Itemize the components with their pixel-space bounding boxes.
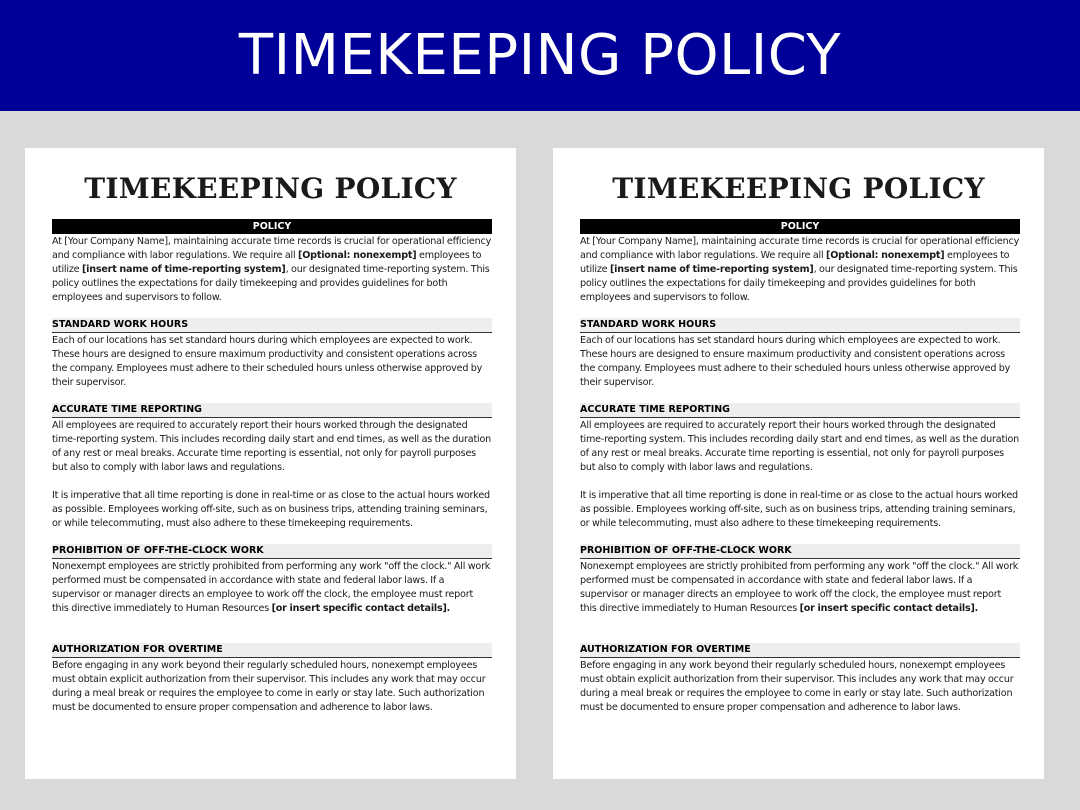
overtime-heading: AUTHORIZATION FOR OVERTIME	[580, 643, 1020, 658]
standard-work-hours-body: Each of our locations has set standard hours during which employees are expected to work. These hours are designed to ensure maximum productivity and consistent operations across the company. Employees must adhere to their scheduled hours unless otherwise approved by their supervisor.	[52, 335, 483, 388]
time-reporting-body-2: It is imperative that all time reporting is done in real-time or as close to the actual hours worked as possible. Employees working off-site, such as on business trips, attending training seminars, or while telecommuting, must also adhere to these timekeeping requirements.	[580, 490, 1018, 529]
off-the-clock-body: Nonexempt employees are strictly prohibited from performing any work "off the clock." All work performed must be compensated in accordance with state and federal labor laws. If a supervisor or manager directs an employee to work off the clock, the employee must report this directive immediately to Human Resources [or insert specific contact details].	[52, 561, 491, 614]
banner-title: TIMEKEEPING POLICY	[238, 23, 842, 88]
standard-work-hours-heading: STANDARD WORK HOURS	[580, 318, 1020, 333]
document-content	[580, 219, 1020, 715]
standard-work-hours-heading: STANDARD WORK HOURS	[52, 318, 492, 333]
intro-paragraph: At [Your Company Name], maintaining accurate time records is crucial for operational efficiency and compliance with labor regulations. We require all [Optional: nonexempt] employees to utilize [insert name of time-reporting system], our designated time-reporting system. This policy outlines the expectations for daily timekeeping and provides guidelines for both employees and supervisors to follow.	[580, 236, 1020, 303]
document-title: TIMEKEEPING POLICY	[612, 172, 985, 205]
policy-label: POLICY	[580, 219, 1020, 234]
time-reporting-heading: ACCURATE TIME REPORTING	[52, 403, 492, 418]
document-page-left	[25, 148, 516, 779]
off-the-clock-heading: PROHIBITION OF OFF-THE-CLOCK WORK	[580, 544, 1020, 559]
time-reporting-body-2: It is imperative that all time reporting is done in real-time or as close to the actual hours worked as possible. Employees working off-site, such as on business trips, attending training seminars, or while telecommuting, must also adhere to these timekeeping requirements.	[52, 490, 490, 529]
document-title: TIMEKEEPING POLICY	[84, 172, 457, 205]
time-reporting-body-1: All employees are required to accurately report their hours worked through the designated time-reporting system. This includes recording daily start and end times, as well as the duration of any rest or meal breaks. Accurate time reporting is essential, not only for payroll purposes but also to comply with labor laws and regulations.	[52, 420, 492, 473]
overtime-body: Before engaging in any work beyond their regularly scheduled hours, nonexempt employees must obtain explicit authorization from their supervisor. This includes any work that may occur during a meal break or requires the employee to come in early or stay late. Such authorization must be documented to ensure proper compensation and adherence to labor laws.	[580, 660, 1014, 713]
off-the-clock-body: Nonexempt employees are strictly prohibited from performing any work "off the clock." All work performed must be compensated in accordance with state and federal labor laws. If a supervisor or manager directs an employee to work off the clock, the employee must report this directive immediately to Human Resources [or insert specific contact details].	[580, 561, 1019, 614]
time-reporting-body-1: All employees are required to accurately report their hours worked through the designated time-reporting system. This includes recording daily start and end times, as well as the duration of any rest or meal breaks. Accurate time reporting is essential, not only for payroll purposes but also to comply with labor laws and regulations.	[580, 420, 1020, 473]
intro-paragraph: At [Your Company Name], maintaining accurate time records is crucial for operational efficiency and compliance with labor regulations. We require all [Optional: nonexempt] employees to utilize [insert name of time-reporting system], our designated time-reporting system. This policy outlines the expectations for daily timekeeping and provides guidelines for both employees and supervisors to follow.	[52, 236, 492, 303]
overtime-body: Before engaging in any work beyond their regularly scheduled hours, nonexempt employees must obtain explicit authorization from their supervisor. This includes any work that may occur during a meal break or requires the employee to come in early or stay late. Such authorization must be documented to ensure proper compensation and adherence to labor laws.	[52, 660, 486, 713]
off-the-clock-heading: PROHIBITION OF OFF-THE-CLOCK WORK	[52, 544, 492, 559]
policy-label: POLICY	[52, 219, 492, 234]
banner	[0, 0, 1080, 111]
overtime-heading: AUTHORIZATION FOR OVERTIME	[52, 643, 492, 658]
time-reporting-heading: ACCURATE TIME REPORTING	[580, 403, 1020, 418]
standard-work-hours-body: Each of our locations has set standard hours during which employees are expected to work. These hours are designed to ensure maximum productivity and consistent operations across the company. Employees must adhere to their scheduled hours unless otherwise approved by their supervisor.	[580, 335, 1011, 388]
document-page-right	[553, 148, 1044, 779]
document-content	[52, 219, 492, 715]
